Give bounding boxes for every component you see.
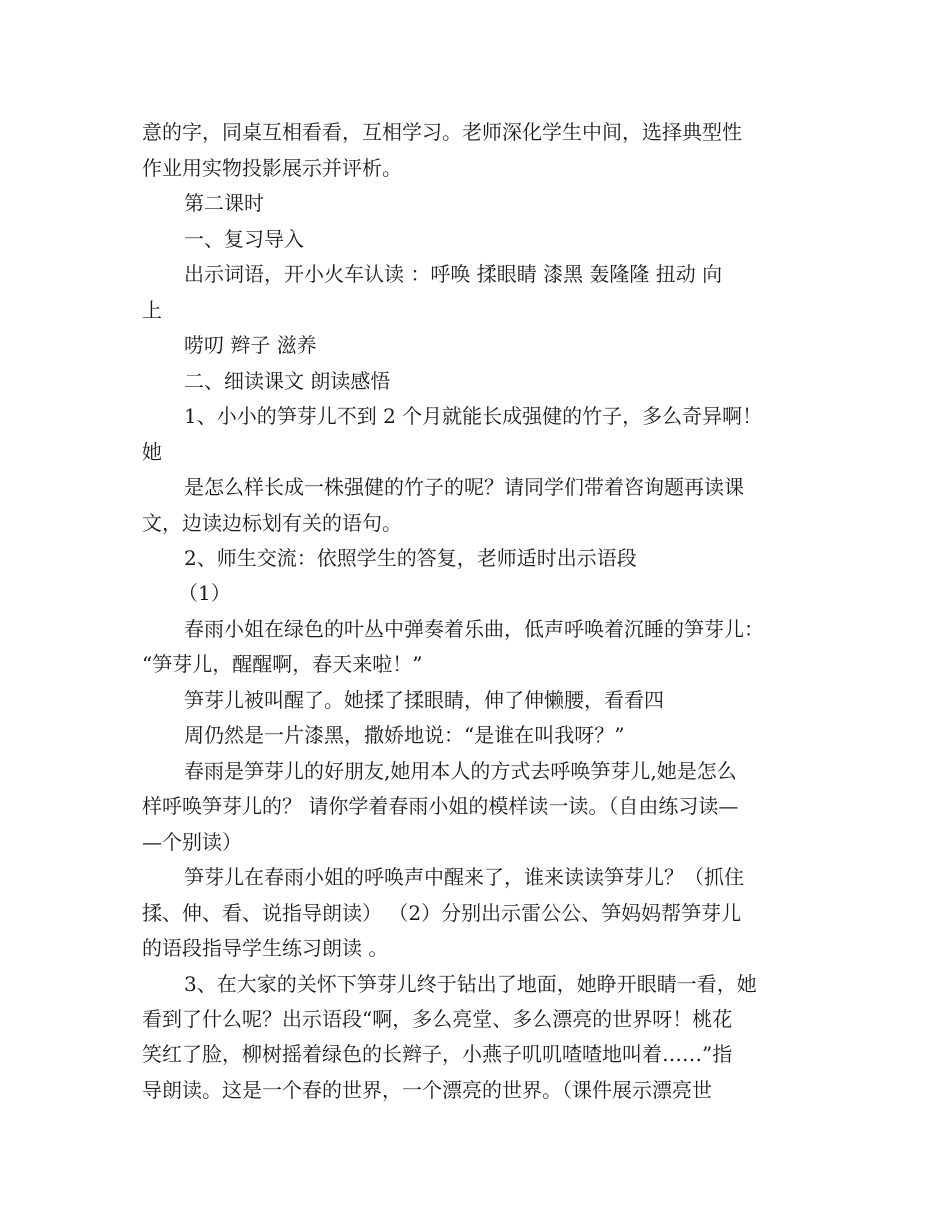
text-line: （1） — [178, 581, 231, 605]
text-line: 作业用实物投影展示并评析。 — [142, 156, 402, 180]
text-line: 笋芽儿在春雨小姐的呼唤声中醒来了，谁来读读笋芽儿？（抓住 — [184, 865, 744, 889]
text-line: 看到了什么呢？出示语段“啊，多么亮堂、多么漂亮的世界呀！桃花 — [142, 1007, 733, 1031]
text-line: 是怎么样长成一株强健的竹子的呢？请同学们带着咨询题再读课 — [184, 475, 744, 499]
text-line: 2、师生交流：依照学生的答复，老师适时出示语段 — [184, 546, 637, 570]
text-line: 揉、伸、看、说指导朗读） （2）分别出示雷公公、笋妈妈帮笋芽儿 — [142, 901, 742, 925]
text-line: 她 — [142, 440, 162, 464]
text-line: 导朗读。这是一个春的世界，一个漂亮的世界。（课件展示漂亮世 — [142, 1078, 712, 1102]
text-line: 唠叨 辫子 滋养 — [184, 333, 317, 357]
section-heading: 二、细读课文 朗读感悟 — [184, 369, 391, 393]
lesson-heading: 第二课时 — [184, 191, 264, 215]
text-line: 文，边读边标划有关的语句。 — [142, 511, 402, 535]
text-line: 笋芽儿被叫醒了。她揉了揉眼睛，伸了伸懒腰，看看四 — [184, 688, 664, 712]
text-line: 样呼唤笋芽儿的？ 请你学着春雨小姐的模样读一读。（自由练习读— — [142, 794, 739, 818]
text-line: —个别读） — [142, 830, 242, 854]
text-line: 意的字，同桌互相看看，互相学习。老师深化学生中间，选择典型性 — [142, 120, 742, 144]
text-line: 上 — [142, 298, 162, 322]
text-line: 春雨小姐在绿色的叶丛中弹奏着乐曲，低声呼唤着沉睡的笋芽儿： — [184, 617, 764, 641]
text-line: 周仍然是一片漆黑，撒娇地说：“是谁在叫我呀？” — [184, 723, 625, 747]
text-line: 的语段指导学生练习朗读 。 — [142, 936, 389, 960]
text-line: “笋芽儿，醒醒啊，春天来啦！” — [142, 652, 423, 676]
text-line: 3、在大家的关怀下笋芽儿终于钻出了地面，她睁开眼睛一看，她 — [184, 972, 757, 996]
text-line: 1、小小的笋芽儿不到 2 个月就能长成强健的竹子，多么奇异啊！ — [184, 404, 763, 428]
text-line: 春雨是笋芽儿的好朋友,她用本人的方式去呼唤笋芽儿,她是怎么 — [184, 759, 737, 783]
section-heading: 一、复习导入 — [184, 227, 304, 251]
text-line: 出示词语，开小火车认读 ：呼唤 揉眼睛 漆黑 轰隆隆 扭动 向 — [184, 262, 723, 286]
text-line: 笑红了脸，柳树摇着绿色的长辫子，小燕子叽叽喳喳地叫着……”指 — [142, 1042, 733, 1066]
